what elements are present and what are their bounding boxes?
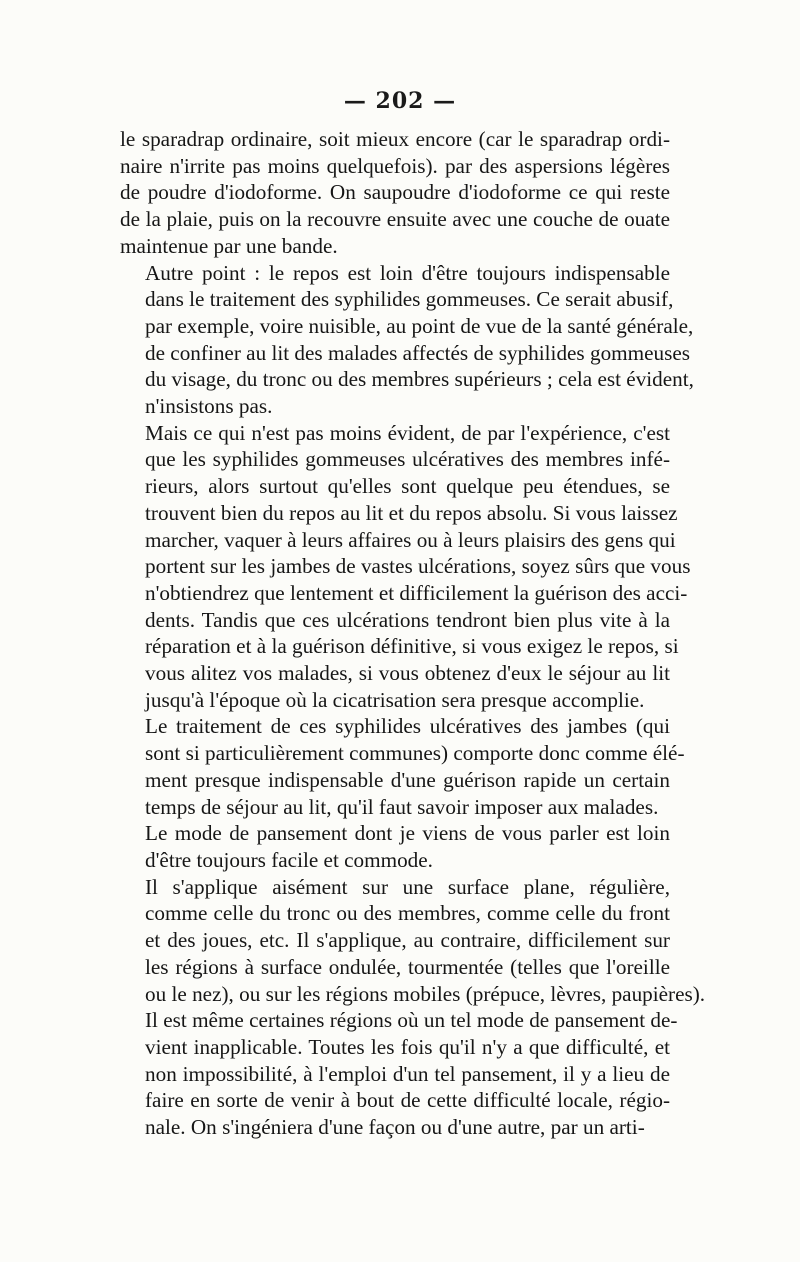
text-line: maintenue par une bande. — [120, 233, 338, 258]
text-line: Autre point : le repos est loin d'être toujours indispensable — [145, 260, 670, 285]
text-line: de confiner au lit des malades affectés de syphilides gommeuses — [145, 340, 691, 365]
text-line: Il s'applique aisément sur une surface plane, régulière, — [145, 874, 670, 899]
text-line: ment presque indispensable d'une guérison rapide un certain — [145, 767, 670, 792]
text-line: vient inapplicable. Toutes les fois qu'il n'y a que difficulté, et — [145, 1034, 670, 1059]
text-line: n'insistons pas. — [145, 394, 273, 419]
text-line: Le mode de pansement dont je viens de vous parler est loin — [145, 821, 670, 846]
text-line: rieurs, alors surtout qu'elles sont quelque peu étendues, se — [145, 474, 670, 499]
text-line: et des joues, etc. Il s'applique, au contraire, difficilement sur — [145, 928, 670, 953]
text-line: d'être toujours facile et commode. — [145, 847, 433, 872]
text-line: réparation et à la guérison définitive, si vous exigez le repos, si — [145, 634, 679, 659]
text-line: du visage, du tronc ou des membres supérieurs ; cela est évident, — [145, 367, 694, 392]
paragraph — [120, 874, 706, 1141]
page-number: — 202 — — [343, 88, 457, 114]
paragraph — [120, 260, 694, 420]
text-line: non impossibilité, à l'emploi d'un tel pansement, il y a lieu de — [145, 1061, 670, 1086]
text-line: sont si particulièrement communes) comporte donc comme élé- — [145, 741, 685, 766]
text-line: marcher, vaquer à leurs affaires ou à leurs plaisirs des gens qui — [145, 527, 676, 552]
text-line: Il est même certaines régions où un tel mode de pansement de- — [145, 1008, 678, 1033]
paragraph — [120, 820, 670, 873]
paragraph — [120, 126, 670, 260]
text-line: Mais ce qui n'est pas moins évident, de par l'expérience, c'est — [145, 420, 670, 445]
text-line: n'obtiendrez que lentement et difficilement la guérison des acci- — [145, 580, 688, 605]
text-line: jusqu'à l'époque où la cicatrisation sera presque accomplie. — [145, 687, 645, 712]
text-line: les régions à surface ondulée, tourmentée (telles que l'oreille — [145, 954, 670, 979]
text-line: par exemple, voire nuisible, au point de vue de la santé générale, — [145, 313, 694, 338]
text-line: nale. On s'ingéniera d'une façon ou d'une autre, par un arti- — [145, 1115, 645, 1140]
text-line: Le traitement de ces syphilides ulcératives des jambes (qui — [145, 714, 670, 739]
text-line: portent sur les jambes de vastes ulcérations, soyez sûrs que vous — [145, 554, 691, 579]
body-text — [120, 126, 706, 1141]
paragraph — [120, 713, 685, 820]
text-line: de poudre d'iodoforme. On saupoudre d'iodoforme ce qui reste — [120, 180, 670, 205]
text-line: que les syphilides gommeuses ulcératives des membres infé- — [145, 447, 670, 472]
text-line: de la plaie, puis on la recouvre ensuite avec une couche de ouate — [120, 207, 670, 232]
text-line: le sparadrap ordinaire, soit mieux encore (car le sparadrap ordi- — [120, 127, 670, 151]
text-line: dans le traitement des syphilides gommeuses. Ce serait abusif, — [145, 287, 674, 312]
text-line: vous alitez vos malades, si vous obtenez d'eux le séjour au lit — [145, 661, 670, 686]
text-line: faire en sorte de venir à bout de cette difficulté locale, régio- — [145, 1088, 670, 1113]
paragraph — [120, 420, 691, 714]
text-line: dents. Tandis que ces ulcérations tendront bien plus vite à la — [145, 607, 670, 632]
text-line: trouvent bien du repos au lit et du repos absolu. Si vous laissez — [145, 500, 678, 525]
text-line: ou le nez), ou sur les régions mobiles (prépuce, lèvres, paupières). — [145, 981, 706, 1006]
text-line: temps de séjour au lit, qu'il faut savoir imposer aux malades. — [145, 794, 659, 819]
text-line: comme celle du tronc ou des membres, comme celle du front — [145, 901, 670, 926]
text-line: naire n'irrite pas moins quelquefois). par des aspersions légères — [120, 153, 670, 178]
